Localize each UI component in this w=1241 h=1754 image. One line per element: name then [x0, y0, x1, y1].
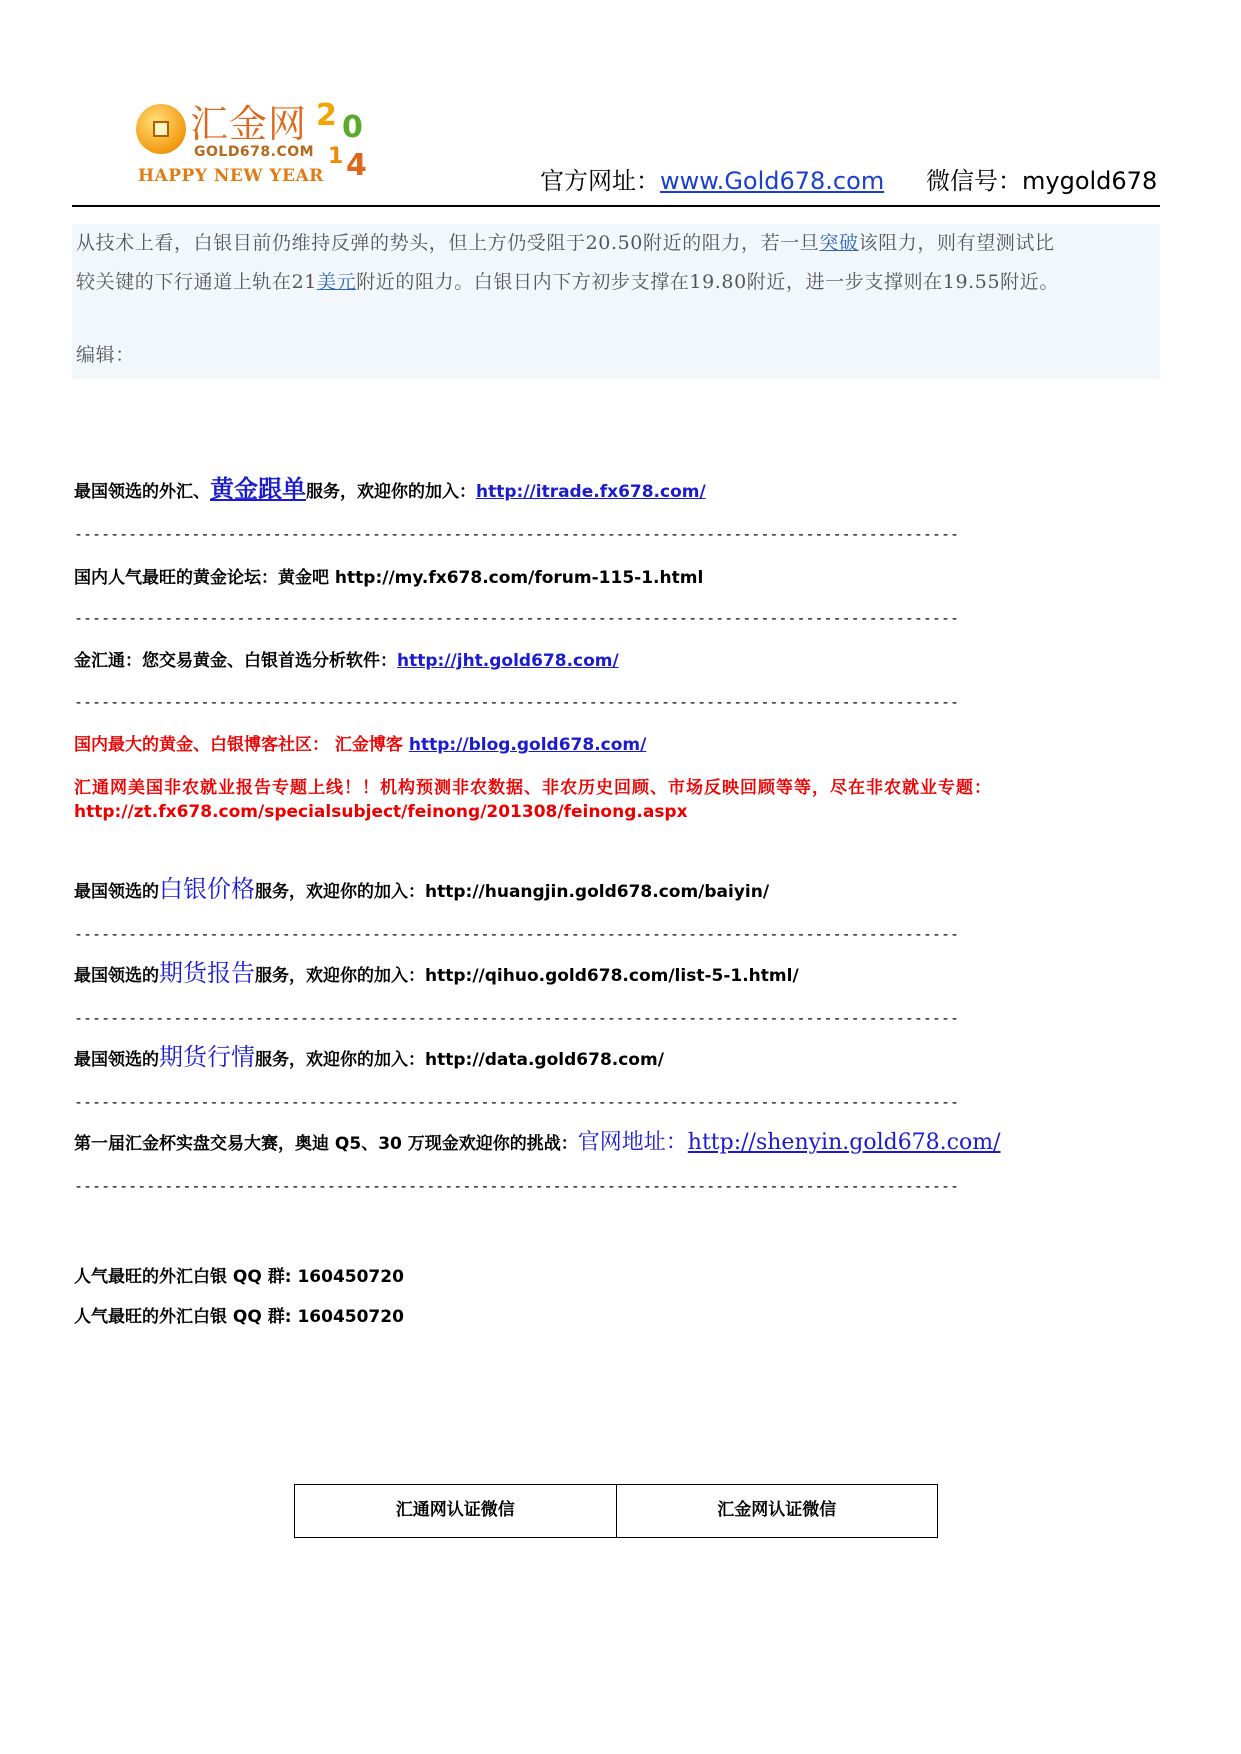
separator-line: -------------------------------------------------------------------------------------------------- — [74, 525, 960, 543]
promo-text: 第一届汇金杯实盘交易大赛，奥迪 Q5、30 万现金欢迎你的挑战： — [74, 1134, 578, 1154]
article-body — [72, 224, 1160, 379]
contest-link[interactable]: http://shenyin.gold678.com/ — [687, 1130, 1001, 1155]
qq-group-line: 人气最旺的外汇白银 QQ 群: 160450720 — [74, 1267, 404, 1287]
promo-text: 最国领选的外汇、 — [74, 482, 210, 502]
separator-line: -------------------------------------------------------------------------------------------------- — [74, 1093, 960, 1111]
article-text: 较关键的下行通道上轨在21 — [76, 271, 317, 293]
separator-line: -------------------------------------------------------------------------------------------------- — [74, 1009, 960, 1027]
futures-report-link[interactable]: 期货报告 — [159, 959, 255, 987]
promo-nonfarm-title: 汇通网美国非农就业报告专题上线！！机构预测非农数据、非农历史回顾、市场反映回顾等等，尽在非农就业专题： — [74, 778, 992, 798]
article-link-usd[interactable]: 美元 — [316, 271, 357, 293]
official-site — [540, 166, 884, 196]
article-text: 从技术上看，白银目前仍维持反弹的势头，但上方仍受阻于20.50附近的阻力，若一旦 — [76, 232, 820, 254]
header-divider — [72, 205, 1160, 207]
promo-text: 服务，欢迎你的加入：http://qihuo.gold678.com/list-5-1.html/ — [255, 966, 799, 986]
jht-link[interactable]: http://jht.gold678.com/ — [397, 651, 619, 671]
logo-brand-text: 汇金网 — [190, 102, 308, 146]
promo-text: 最国领选的 — [74, 882, 159, 902]
itrade-link[interactable]: http://itrade.fx678.com/ — [476, 482, 706, 502]
promo-text: 服务，欢迎你的加入： — [306, 482, 476, 502]
article-paragraph — [72, 224, 1160, 263]
wechat-qr-table — [294, 1484, 938, 1538]
promo-text: 最国领选的 — [74, 966, 159, 986]
gold-follow-link[interactable]: 黄金跟单 — [210, 475, 306, 503]
table-header-cell: 汇金网认证微信 — [616, 1485, 938, 1538]
table-header-cell: 汇通网认证微信 — [295, 1485, 617, 1538]
official-site-link[interactable]: www.Gold678.com — [660, 167, 885, 195]
logo-year-digit: 1 — [328, 144, 344, 169]
article-paragraph — [72, 263, 1160, 302]
promo-jht — [74, 648, 619, 674]
gold-coin-icon — [136, 104, 186, 154]
site-logo[interactable] — [132, 96, 392, 196]
article-text: 附近的阻力。白银日内下方初步支撑在19.80附近，进一步支撑则在19.55附近。 — [356, 271, 1059, 293]
separator-line: -------------------------------------------------------------------------------------------------- — [74, 693, 960, 711]
separator-line: -------------------------------------------------------------------------------------------------- — [74, 1177, 960, 1195]
promo-silver — [74, 876, 769, 905]
logo-year-digit: 0 — [342, 110, 363, 145]
promo-forum: 国内人气最旺的黄金论坛：黄金吧 http://my.fx678.com/forum-115-1.html — [74, 568, 704, 588]
promo-futures-report — [74, 960, 799, 989]
futures-quote-link[interactable]: 期货行情 — [159, 1043, 255, 1071]
promo-gold-follow — [74, 476, 706, 505]
promo-contest — [74, 1130, 1001, 1157]
blog-link[interactable]: http://blog.gold678.com/ — [408, 735, 647, 755]
qq-group-line: 人气最旺的外汇白银 QQ 群: 160450720 — [74, 1307, 404, 1327]
promo-text: 服务，欢迎你的加入：http://huangjin.gold678.com/baiyin/ — [255, 882, 770, 902]
promo-futures-quote — [74, 1044, 664, 1073]
official-site-label: 官方网址： — [540, 167, 660, 195]
separator-line: -------------------------------------------------------------------------------------------------- — [74, 925, 960, 943]
promo-text: 金汇通：您交易黄金、白银首选分析软件： — [74, 651, 397, 671]
silver-price-link[interactable]: 白银价格 — [159, 875, 255, 903]
logo-domain-text: GOLD678.COM — [194, 144, 315, 160]
article-editor: 编辑： — [76, 344, 135, 366]
article-text: 该阻力，则有望测试比 — [858, 232, 1055, 254]
promo-text: 服务，欢迎你的加入：http://data.gold678.com/ — [255, 1050, 664, 1070]
logo-tagline: HAPPY NEW YEAR — [138, 166, 324, 186]
article-link-breakout[interactable]: 突破 — [819, 232, 859, 254]
promo-text: 最国领选的 — [74, 1050, 159, 1070]
contest-site-label: 官网地址： — [577, 1130, 688, 1155]
promo-blog — [74, 732, 646, 758]
logo-year-digit: 2 — [316, 98, 337, 133]
nonfarm-link[interactable]: http://zt.fx678.com/specialsubject/feinong/201308/feinong.aspx — [74, 802, 688, 822]
separator-line: -------------------------------------------------------------------------------------------------- — [74, 609, 960, 627]
promo-text: 国内最大的黄金、白银博客社区： 汇金博客 — [74, 735, 409, 755]
wechat-id: 微信号：mygold678 — [926, 167, 1158, 195]
logo-year-digit: 4 — [346, 148, 367, 183]
